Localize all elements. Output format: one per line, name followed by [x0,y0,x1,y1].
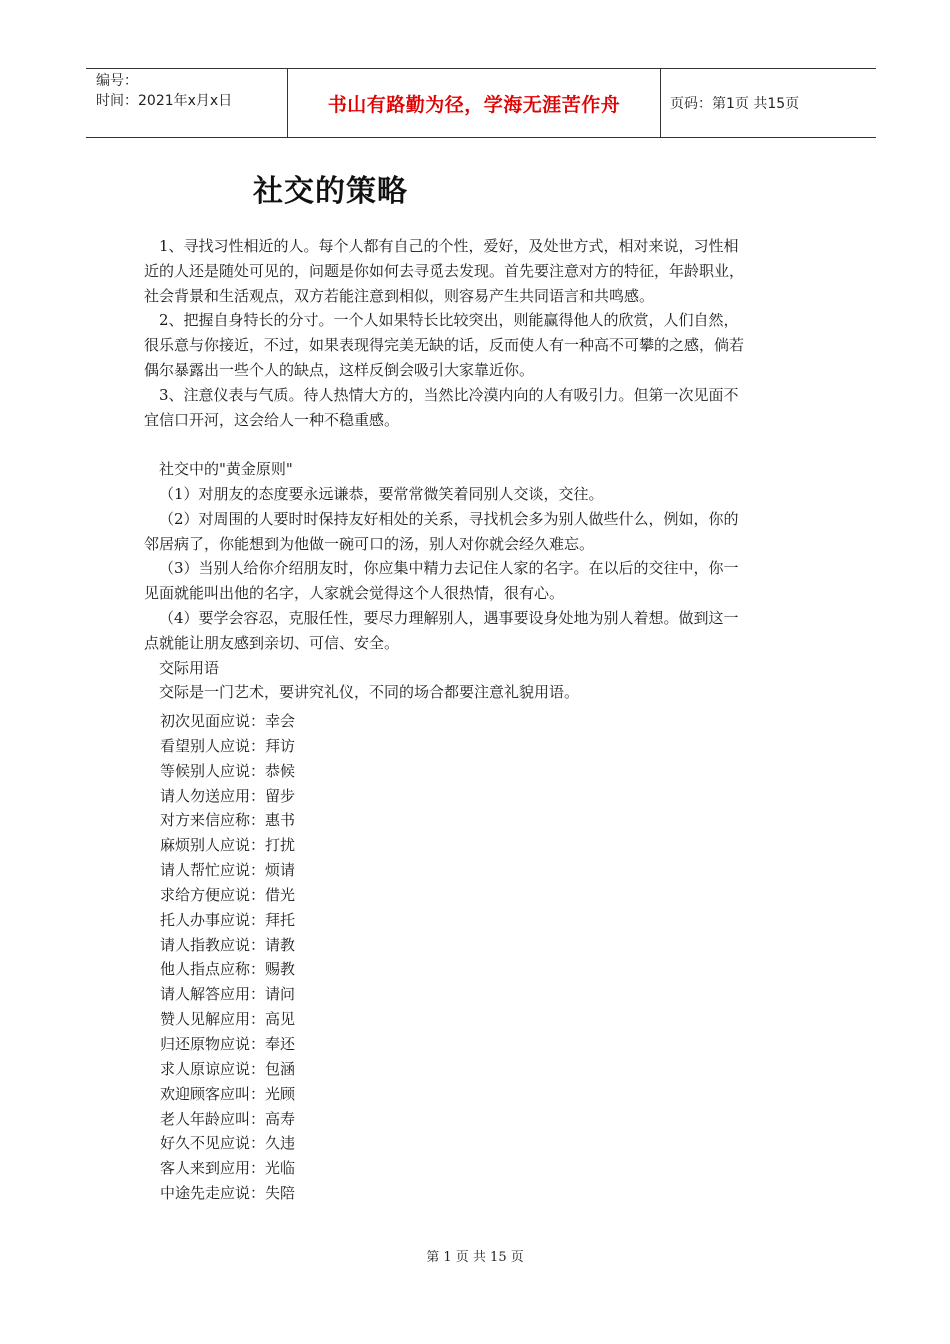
term-item: 对方来信应称：惠书 [160,811,296,830]
term-item: 他人指点应称：赐教 [160,960,296,979]
term-item: 麻烦别人应说：打扰 [160,836,296,855]
document-number: 编号： [96,73,138,89]
paragraph-2: 2、把握自身特长的分寸。一个人如果特长比较突出，则能赢得他人的欣赏，人们自然，很乐意与你接近，不过，如果表现得完美无缺的话，反而使人有一种高不可攀的之感，倘若偶尔暴露出一些个人的缺点，这样反倒会吸引大家靠近你。 [144,311,745,379]
golden-rule-1: （1）对朋友的态度要永远谦恭，要常常微笑着同别人交谈，交往。 [159,484,604,503]
term-item: 请人解答应用：请问 [160,985,296,1004]
term-item: 好久不见应说：久违 [160,1134,296,1153]
phrases-heading: 交际用语 [159,658,220,677]
term-item: 中途先走应说：失陪 [160,1184,296,1203]
document-time: 时间：2021年x月x日 [96,93,233,109]
golden-rule-3: （3）当别人给你介绍朋友时，你应集中精力去记住人家的名字。在以后的交往中，你一见面就能叫出他的名字，人家就会觉得这个人很热情，很有心。 [144,559,739,603]
term-item: 赞人见解应用：高见 [160,1010,296,1029]
term-item: 请人勿送应用：留步 [160,786,296,805]
term-item: 欢迎顾客应叫：光顾 [160,1084,296,1103]
term-item: 请人帮忙应说：烦请 [160,861,296,880]
paragraph-1: 1、寻找习性相近的人。每个人都有自己的个性，爱好，及处世方式，相对来说，习性相近的人还是随处可见的，问题是你如何去寻觅去发现。首先要注意对方的特征，年龄职业，社会背景和生活观点，双方若能注意到相似，则容易产生共同语言和共鸣感。 [144,237,745,305]
page-header [86,68,876,138]
header-page-cell [670,69,799,137]
header-page-number: 页码：第1页 共15页 [670,96,800,112]
header-motto: 书山有路勤为径，学海无涯苦作舟 [327,93,621,116]
term-item: 看望别人应说：拜访 [160,736,296,755]
document-body [144,234,750,705]
term-item: 老人年龄应叫：高寿 [160,1109,296,1128]
term-item: 客人来到应用：光临 [160,1159,296,1178]
header-meta [96,71,286,111]
document-title: 社交的策略 [253,174,408,209]
spacer [144,432,750,457]
etiquette-terms-list [160,709,295,1206]
golden-rule-4: （4）要学会容忍，克服任性，要尽力理解别人，遇事要设身处地为别人着想。做到这一点就能让朋友感到亲切、可信、安全。 [144,608,739,652]
phrases-intro: 交际是一门艺术，要讲究礼仪，不同的场合都要注意礼貌用语。 [159,683,580,702]
golden-rule-2: （2）对周围的人要时时保持友好相处的关系，寻找机会多为别人做些什么，例如，你的邻居病了，你能想到为他做一碗可口的汤，别人对你就会经久难忘。 [144,509,739,553]
term-item: 求给方便应说：借光 [160,885,296,904]
term-item: 请人指教应说：请教 [160,935,296,954]
term-item: 托人办事应说：拜托 [160,910,296,929]
term-item: 初次见面应说：幸会 [160,712,296,730]
page-footer: 第 1 页 共 15 页 [426,1250,524,1265]
paragraph-3: 3、注意仪表与气质。待人热情大方的，当然比冷漠内向的人有吸引力。但第一次见面不宜信口开河，这会给人一种不稳重感。 [144,385,739,429]
term-item: 等候别人应说：恭候 [160,761,296,780]
term-item: 求人原谅应说：包涵 [160,1059,296,1078]
golden-rules-heading: 社交中的"黄金原则" [159,460,293,479]
header-motto-cell [287,69,661,137]
term-item: 归还原物应说：奉还 [160,1034,296,1053]
